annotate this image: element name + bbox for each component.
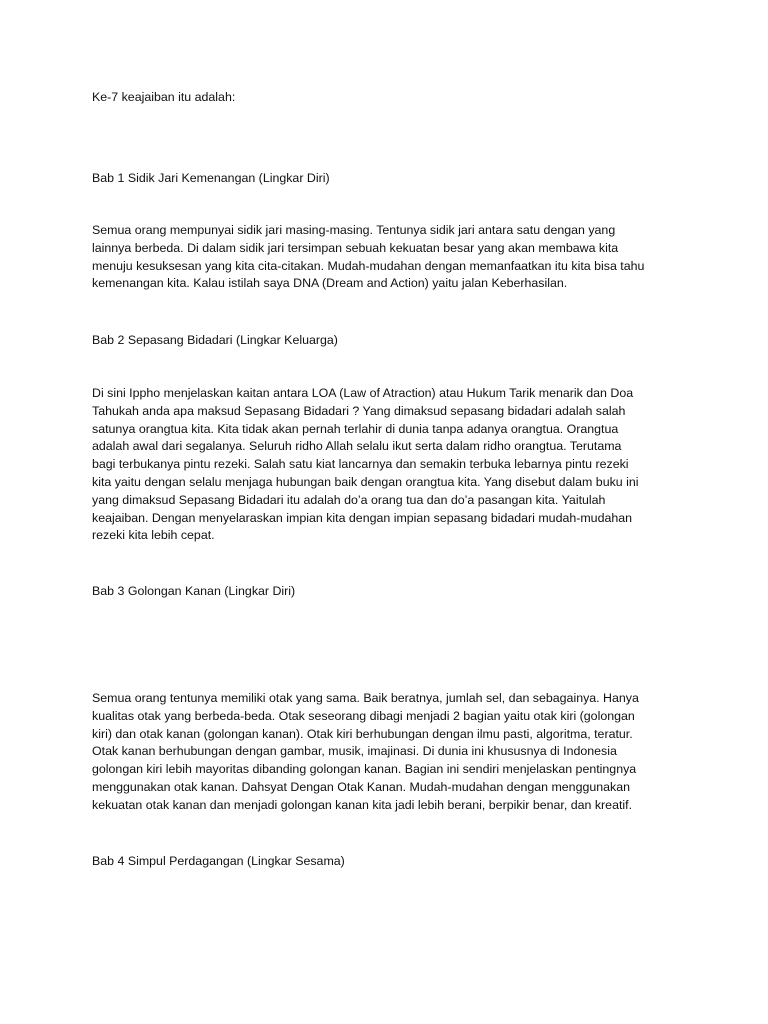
section-body-bab-3 xyxy=(92,690,692,815)
paragraph-line: satunya orangtua kita. Kita tidak akan pernah terlahir di dunia tanpa adanya orangtua. Orangtua xyxy=(92,421,619,436)
paragraph-line: kiri) dan otak kanan (golongan kanan). Otak kiri berhubungan dengan ilmu pasti, algoritma, teratur. xyxy=(92,726,633,741)
paragraph-line: menggunakan otak kanan. Dahsyat Dengan Otak Kanan. Mudah-mudahan dengan menggunakan xyxy=(92,779,631,794)
paragraph-line: rezeki kita lebih cepat. xyxy=(92,528,215,543)
paragraph-line: kita yaitu dengan selalu menjaga hubungan baik dengan orangtua kita. Yang disebut dalam buku ini xyxy=(92,474,639,489)
paragraph-line: menuju kesuksesan yang kita cita-citakan. Mudah-mudahan dengan memanfaatkan itu kita bisa tahu xyxy=(92,258,645,273)
intro-text: Ke-7 keajaiban itu adalah: xyxy=(92,90,236,104)
paragraph-line: Semua orang tentunya memiliki otak yang sama. Baik beratnya, jumlah sel, dan sebagainya. Hanya xyxy=(92,691,639,705)
section-heading-bab-2: Bab 2 Sepasang Bidadari (Lingkar Keluarga) xyxy=(92,333,338,347)
paragraph-line: Di sini Ippho menjelaskan kaitan antara LOA (Law of Atraction) atau Hukum Tarik menarik dan Doa xyxy=(92,386,634,400)
paragraph-line: kemenangan kita. Kalau istilah saya DNA (Dream and Action) yaitu jalan Keberhasilan. xyxy=(92,276,568,291)
paragraph-line: golongan kiri lebih mayoritas dibanding golongan kanan. Bagian ini sendiri menjelaskan pentingnya xyxy=(92,762,637,777)
paragraph-line: Otak kanan berhubungan dengan gambar, musik, imajinasi. Di dunia ini khususnya di Indonesia xyxy=(92,744,617,759)
paragraph-line: yang dimaksud Sepasang Bidadari itu adalah do’a orang tua dan do’a pasangan kita. Yaitulah xyxy=(92,492,606,507)
paragraph-line: Tahukah anda apa maksud Sepasang Bidadari ? Yang dimaksud sepasang bidadari adalah salah xyxy=(92,403,626,418)
paragraph-line: Semua orang mempunyai sidik jari masing-masing. Tentunya sidik jari antara satu dengan yang xyxy=(92,223,616,237)
section-heading-bab-3: Bab 3 Golongan Kanan (Lingkar Diri) xyxy=(92,584,296,598)
paragraph-line: bagi terbukanya pintu rezeki. Salah satu kiat lancarnya dan semakin terbuka lebarnya pintu rezeki xyxy=(92,457,629,472)
section-body-bab-1 xyxy=(92,222,692,293)
paragraph-line: kekuatan otak kanan dan menjadi golongan kanan kita jadi lebih berani, berpikir benar, dan kreatif. xyxy=(92,797,633,812)
section-body-bab-2 xyxy=(92,385,692,545)
paragraph-line: kualitas otak yang berbeda-beda. Otak seseorang dibagi menjadi 2 bagian yaitu otak kiri (golongan xyxy=(92,708,635,723)
section-heading-bab-1: Bab 1 Sidik Jari Kemenangan (Lingkar Diri) xyxy=(92,171,330,185)
paragraph-line: adalah awal dari segalanya. Seluruh ridho Allah selalu ikut serta dalam ridho orangtua. Terutama xyxy=(92,439,622,454)
paragraph-line: keajaiban. Dengan menyelaraskan impian kita dengan impian sepasang bidadari mudah-mudahan xyxy=(92,510,633,525)
paragraph-line: lainnya berbeda. Di dalam sidik jari tersimpan sebuah kekuatan besar yang akan membawa kita xyxy=(92,240,619,255)
section-heading-bab-4: Bab 4 Simpul Perdagangan (Lingkar Sesama) xyxy=(92,854,345,868)
